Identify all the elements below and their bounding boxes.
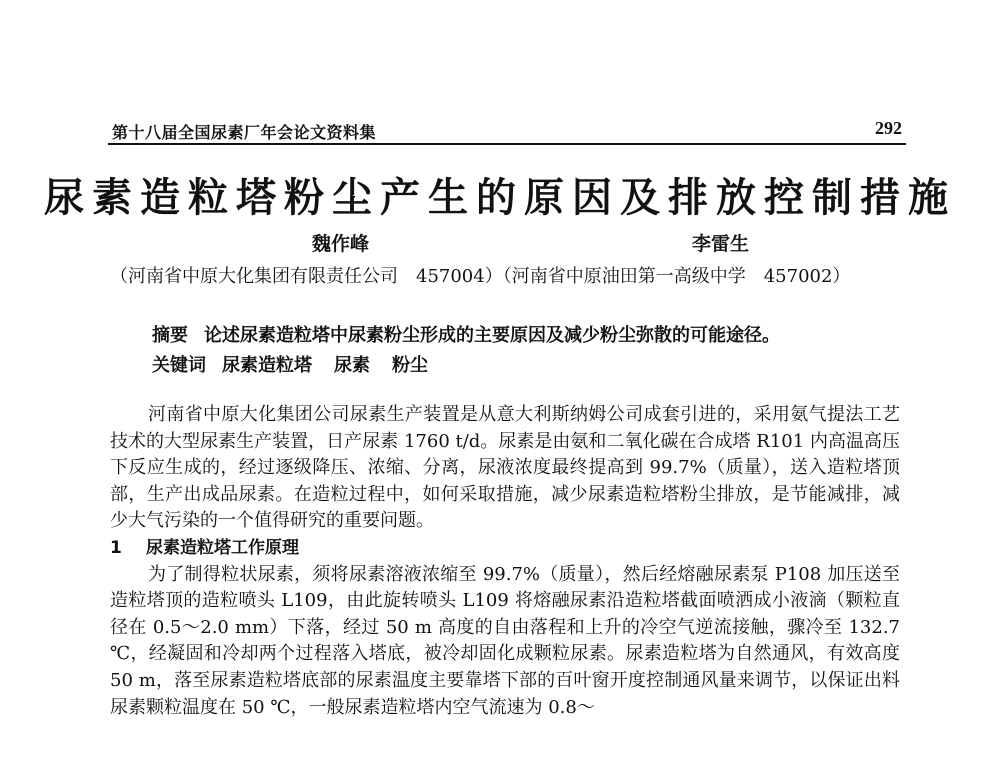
abstract-block	[152, 321, 912, 381]
author-list	[0, 229, 1000, 255]
intro-paragraph: 河南省中原大化集团公司尿素生产装置是从意大利斯纳姆公司成套引进的，采用氨气提法工艺技术的大型尿素生产装置，日产尿素 1760 t/d。尿素是由氨和二氧化碳在合成塔 R101 内高温高压下反应生成的，经过逐级降压、浓缩、分离，尿液浓度最终提高到 99.7%（质量），送入造粒塔顶部，生产出成品尿素。在造粒过程中，如何采取措施，减少尿素造粒塔粉尘排放，是节能减排，减少大气污染的一个值得研究的重要问题。	[110, 404, 900, 532]
author-name: 李雷生	[692, 233, 750, 255]
keywords	[152, 351, 912, 381]
paper-title: 尿素造粒塔粉尘产生的原因及排放控制措施	[44, 174, 956, 221]
abstract-text: 论述尿素造粒塔中尿素粉尘形成的主要原因及减少粉尘弥散的可能途径。	[204, 325, 780, 346]
keyword: 尿素	[334, 355, 370, 376]
keywords-label: 关键词	[152, 355, 206, 376]
keyword: 粉尘	[392, 355, 428, 376]
abstract	[152, 321, 912, 351]
abstract-label: 摘要	[152, 325, 188, 346]
journal-name: 第十八届全国尿素厂年会论文资料集	[112, 123, 377, 142]
author-name: 魏作峰	[312, 233, 370, 255]
section-number: 1	[110, 537, 122, 558]
running-head	[112, 118, 902, 142]
header-rule	[108, 143, 906, 145]
keyword: 尿素造粒塔	[222, 355, 312, 376]
affiliation: （河南省中原大化集团有限责任公司 457004）（河南省中原油田第一高级中学 457002）	[110, 266, 851, 287]
body-text	[110, 402, 900, 721]
section-paragraph: 为了制得粒状尿素，须将尿素溶液浓缩至 99.7%（质量），然后经熔融尿素泵 P108 加压送至造粒塔顶的造粒喷头 L109，由此旋转喷头 L109 将熔融尿素沿造粒塔截面喷洒成小液滴（颗粒直径在 0.5～2.0 mm）下落，经过 50 m 高度的自由落程和上升的冷空气逆流接触，骤冷至 132.7 ℃，经凝固和冷却两个过程落入塔底，被冷却固化成颗粒尿素。尿素造粒塔为自然通风，有效高度 50 m，落至尿素造粒塔底部的尿素温度主要靠塔下部的百叶窗开度控制通风量来调节，以保证出料尿素颗粒温度在 50 ℃，一般尿素造粒塔内空气流速为 0.8～	[110, 563, 900, 718]
section-heading	[110, 535, 900, 562]
section-title: 尿素造粒塔工作原理	[146, 537, 299, 558]
page-number: 292	[875, 118, 902, 138]
